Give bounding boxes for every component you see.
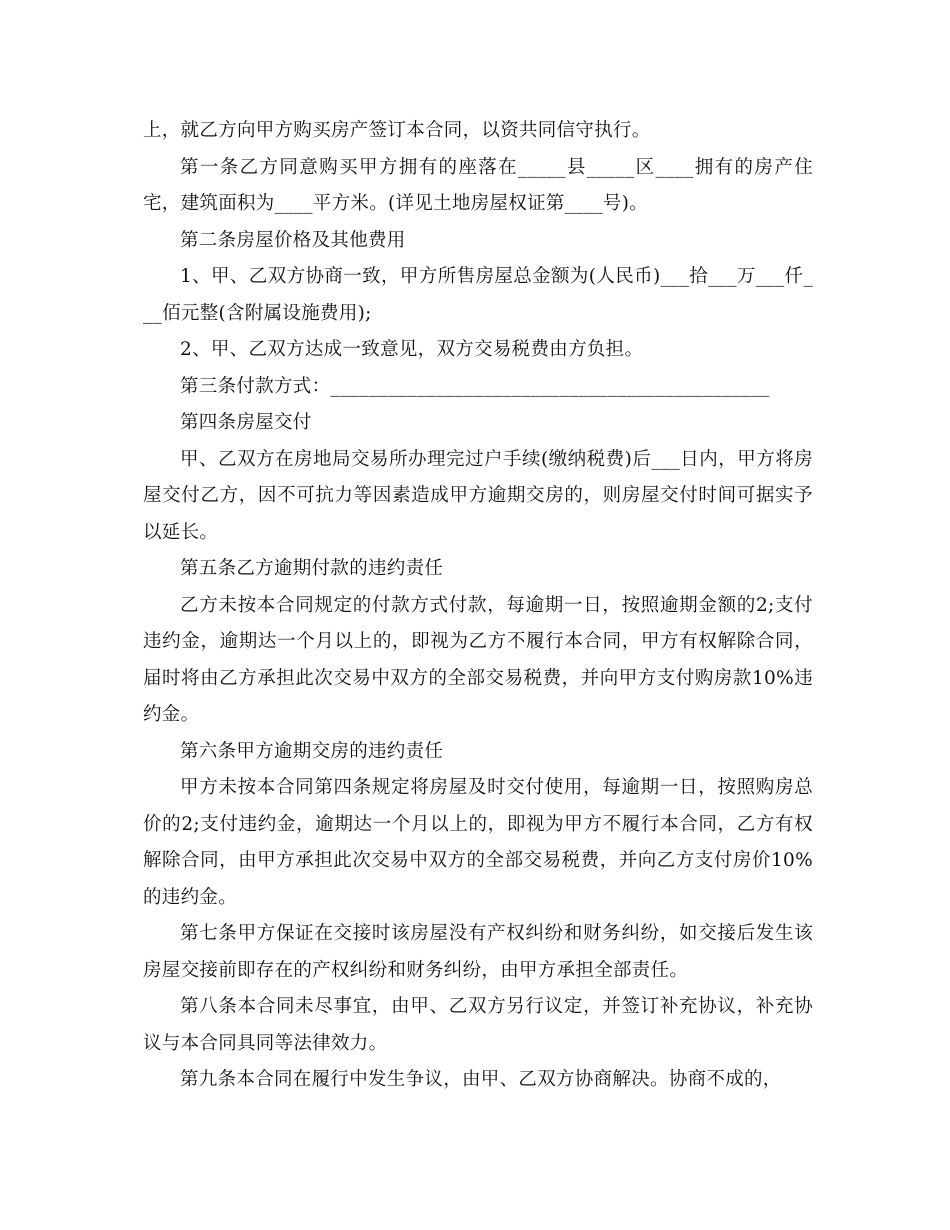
heading-article-2: 第二条房屋价格及其他费用 xyxy=(180,229,406,251)
paragraph-article-5: 乙方未按本合同规定的付款方式付款，每逾期一日，按照逾期金额的2;支付违约金，逾期达一个月以上的，即视为乙方不履行本合同，甲方有权解除合同，届时将由乙方承担此次交易中双方的全部交易税费，并向甲方支付购房款10%违约金。 xyxy=(143,594,813,725)
paragraph-article-1: 第一条乙方同意购买甲方拥有的座落在_____县_____区____拥有的房产住宅，建筑面积为____平方米。(详见土地房屋权证第____号)。 xyxy=(143,156,813,214)
heading-article-5: 第五条乙方逾期付款的违约责任 xyxy=(180,558,444,579)
paragraph-article-2-item-2: 2、甲、乙双方达成一致意见，双方交易税费由方负担。 xyxy=(180,339,644,360)
paragraph-article-7: 第七条甲方保证在交接时该房屋没有产权纠纷和财务纠纷，如交接后发生该房屋交接前即存在的产权纠纷和财务纠纷，由甲方承担全部责任。 xyxy=(143,923,813,981)
paragraph-article-8: 第八条本合同未尽事宜，由甲、乙双方另行议定，并签订补充协议，补充协议与本合同具同等法律效力。 xyxy=(143,996,813,1054)
heading-article-4: 第四条房屋交付 xyxy=(180,412,312,433)
paragraph-article-3: 第三条付款方式：______________________________________________ xyxy=(180,375,770,397)
paragraph-intro-continuation: 上，就乙方向甲方购买房产签订本合同，以资共同信守执行。 xyxy=(143,120,651,141)
paragraph-article-4: 甲、乙双方在房地局交易所办理完过户手续(缴纳税费)后___日内，甲方将房屋交付乙方，因不可抗力等因素造成甲方逾期交房的，则房屋交付时间可据实予以延长。 xyxy=(143,448,813,543)
paragraph-article-9: 第九条本合同在履行中发生争议，由甲、乙双方协商解决。协商不成的， xyxy=(180,1069,782,1090)
paragraph-article-2-item-1: 1、甲、乙双方协商一致，甲方所售房屋总金额为(人民币)___拾___万___仟___佰元整(含附属设施费用); xyxy=(143,266,813,324)
document-body xyxy=(143,113,813,1099)
heading-article-6: 第六条甲方逾期交房的违约责任 xyxy=(180,740,444,762)
paragraph-article-6: 甲方未按本合同第四条规定将房屋及时交付使用，每逾期一日，按照购房总价的2;支付违约金，逾期达一个月以上的，即视为甲方不履行本合同，乙方有权解除合同，由甲方承担此次交易中双方的全部交易税费，并向乙方支付房价10%的违约金。 xyxy=(143,777,813,908)
